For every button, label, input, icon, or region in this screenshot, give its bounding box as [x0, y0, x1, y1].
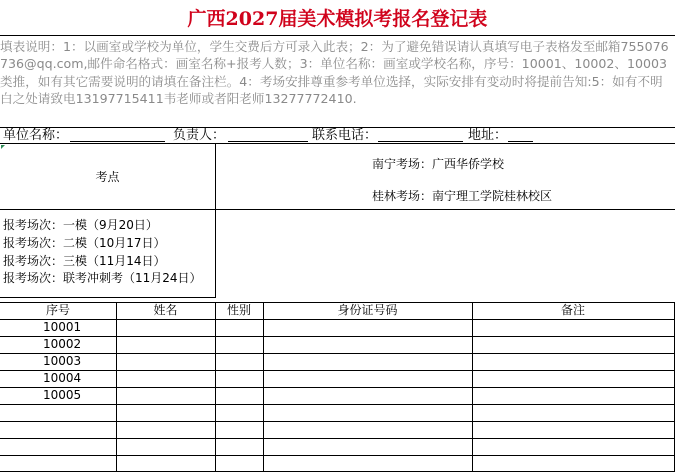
session-option: 报考场次：二模（10月17日） [3, 236, 166, 250]
table-row-seq: 10005 [43, 388, 82, 402]
header-id-number: 身份证号码 [337, 303, 398, 317]
row-divider [0, 387, 675, 388]
row-divider [0, 438, 675, 439]
table-row-seq: 10003 [43, 354, 82, 368]
session-option: 报考场次：联考冲刺考（11月24日） [3, 271, 202, 285]
header-gender: 性别 [226, 303, 251, 317]
venue-guilin: 桂林考场：南宁理工学院桂林校区 [372, 189, 553, 203]
header-seq: 序号 [45, 303, 70, 317]
person-underline [228, 141, 308, 142]
row-divider [0, 404, 675, 405]
row-divider [0, 421, 675, 422]
header-remark: 备注 [560, 303, 585, 317]
unit-name-underline [70, 141, 165, 142]
address-label: 地址： [468, 128, 508, 143]
row-divider [0, 319, 675, 320]
header-name: 姓名 [153, 303, 178, 317]
unit-info-row [0, 127, 675, 144]
venue-label-cell [0, 144, 216, 210]
student-table [0, 302, 675, 472]
table-row-seq: 10001 [43, 320, 82, 334]
session-options-cell [0, 210, 216, 298]
row-divider [0, 336, 675, 337]
table-row-seq: 10002 [43, 337, 82, 351]
person-in-charge-label: 负责人： [173, 128, 226, 143]
row-divider [0, 353, 675, 354]
address-underline [508, 141, 533, 142]
row-divider [0, 455, 675, 456]
session-option: 报考场次：三模（11月14日） [3, 254, 166, 268]
phone-label: 联系电话： [312, 128, 378, 143]
venue-nanning: 南宁考场：广西华侨学校 [372, 157, 505, 171]
venue-label: 考点 [95, 170, 120, 184]
table-row-seq: 10004 [43, 371, 82, 385]
venue-options-cell [216, 144, 675, 210]
row-divider [0, 370, 675, 371]
phone-underline [378, 141, 463, 142]
session-option: 报考场次：一模（9月20日） [3, 218, 158, 232]
fill-instructions: 填表说明：1：以画室或学校为单位，学生交费后方可录入此表；2：为了避免错误请认真填写电子表格发至邮箱755076736@qq.com,邮件命名格式：画室名称+报考人数；3：单位名称：画室或学校名称，序号：10001、10002、10003类推，如有其它需要说明的请填在备注栏。4：考场安排尊重参考单位选择，实际安排有变动时将提前告知:5：如有不明白之处请致电13197715411韦老师或者阳老师13277772410. [0, 39, 669, 107]
sheet-title: 广西2027届美术模拟考报名登记表 [0, 0, 675, 36]
unit-name-label: 单位名称： [3, 128, 69, 143]
